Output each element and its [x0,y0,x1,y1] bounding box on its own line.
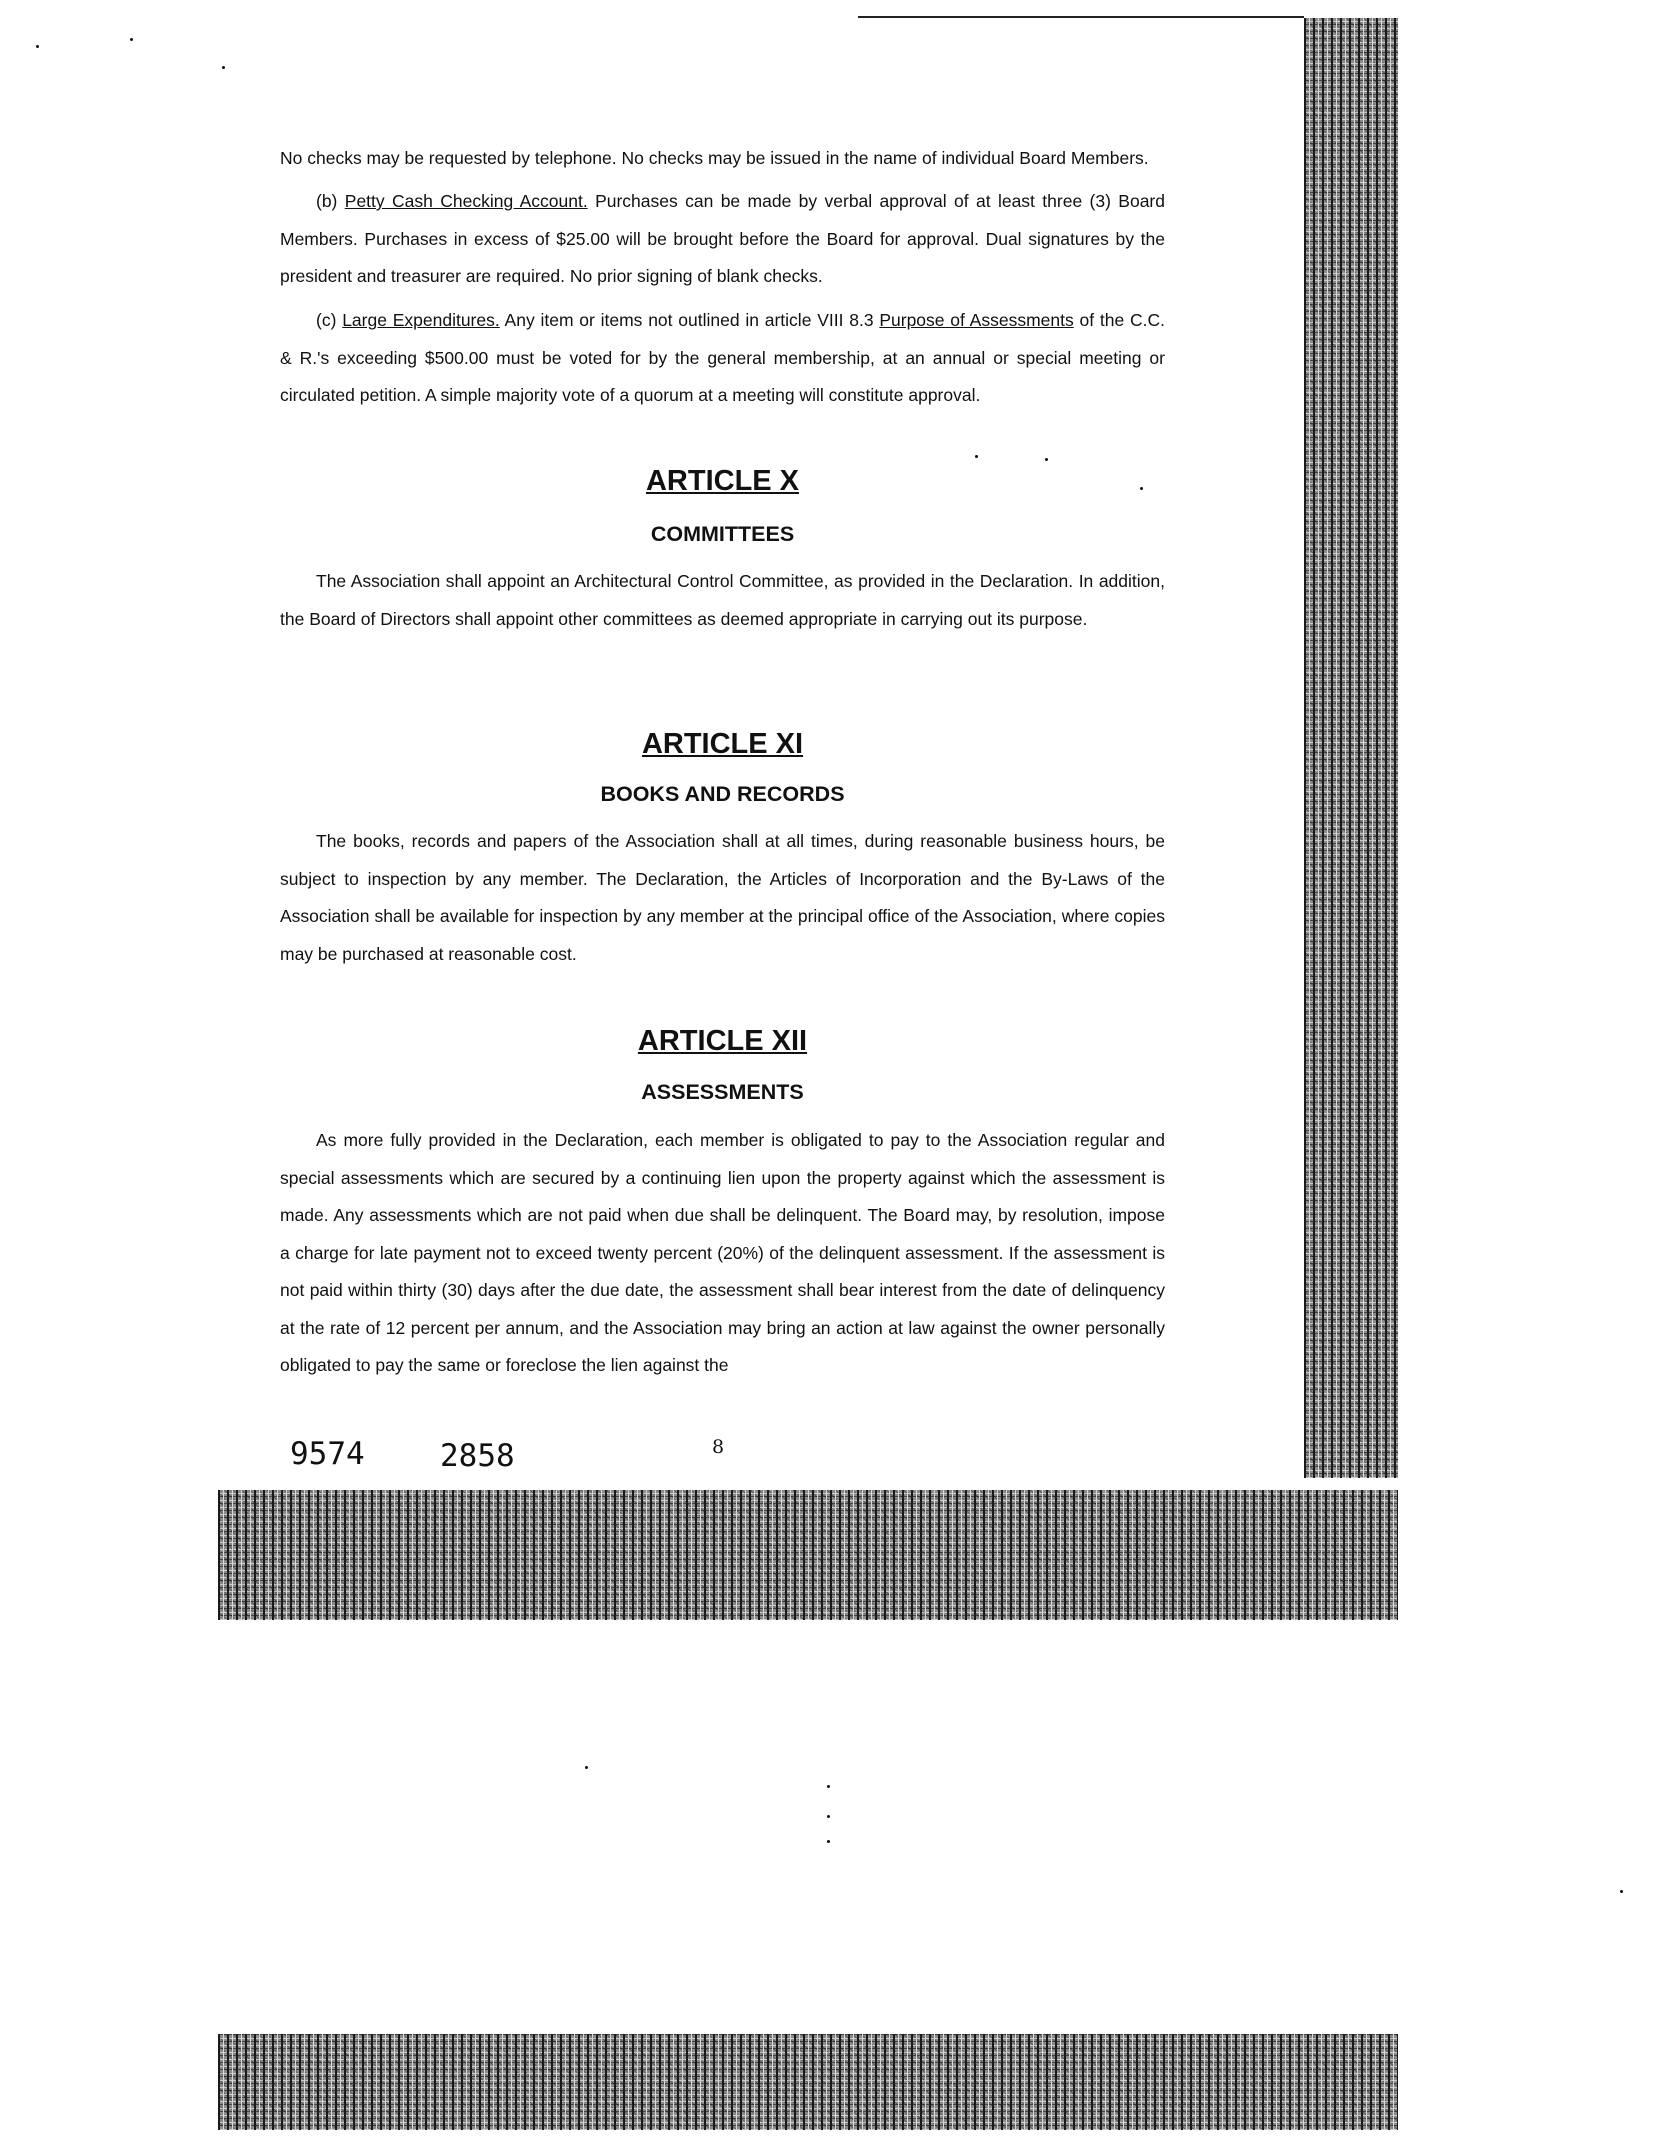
scan-speck [975,455,978,458]
scan-speck [222,66,225,69]
scan-edge-bottom [218,1490,1398,1620]
paragraph-c-heading: Large Expenditures. [342,310,500,330]
paragraph-b-heading: Petty Cash Checking Account. [344,191,588,211]
paragraph-c-label: (c) [316,310,337,330]
article-12-title: ARTICLE XII [637,1025,808,1057]
paragraph-b [280,183,1165,296]
scan-speck [585,1766,588,1769]
paragraph-b-label: (b) [316,191,338,211]
scan-speck [827,1815,830,1818]
scan-speck [827,1840,830,1843]
paragraph-c-text-1: Any item or items not outlined in article VIII 8.3 [504,310,874,330]
paragraph-c-reference: Purpose of Assessments [879,310,1074,330]
article-10-text: The Association shall appoint an Architectural Control Committee, as provided in the Declaration. In addition, the Board of Directors shall appoint other committees as deemed appropriate in carrying out its purpose. [280,571,1165,629]
paragraph-c [280,302,1165,415]
scan-speck [827,1785,830,1788]
scan-speck [36,45,39,48]
article-10-title: ARTICLE X [645,465,800,497]
footer-stamp-number-2: 2858 [440,1438,515,1474]
scan-speck [1620,1890,1623,1893]
paragraph-c-text-2: of the C.C. & R.'s exceeding $500.00 must be voted for by the general membership, at an annual or special meeting or circulated petition. A simple majority vote of a quorum at a meeting will constitute approval. [280,310,1165,405]
top-rule [858,16,1304,18]
footer-stamp-number-1: 9574 [290,1436,365,1472]
article-11-subtitle: BOOKS AND RECORDS [600,782,845,806]
paragraph-b-text: Purchases can be made by verbal approval of at least three (3) Board Members. Purchases in excess of $25.00 will be brought before the Board for approval. Dual signatures by the president and treasurer are required. No prior signing of blank checks. [280,191,1165,286]
article-11-text: The books, records and papers of the Association shall at all times, during reasonable business hours, be subject to inspection by any member. The Declaration, the Articles of Incorporation and the By-Laws of the Association shall be available for inspection by any member at the principal office of the Association, where copies may be purchased at reasonable cost. [280,831,1165,964]
article-10-subtitle: COMMITTEES [650,522,795,546]
scan-edge-footer [218,2034,1398,2130]
scan-edge-right [1304,18,1398,1478]
article-12-text: As more fully provided in the Declaration, each member is obligated to pay to the Association regular and special assessments which are secured by a continuing lien upon the property against which the assessment is made. Any assessments which are not paid when due shall be delinquent. The Board may, by resolution, impose a charge for late payment not to exceed twenty percent (20%) of the delinquent assessment. If the assessment is not paid within thirty (30) days after the due date, the assessment shall bear interest from the date of delinquency at the rate of 12 percent per annum, and the Association may bring an action at law against the owner personally obligated to pay the same or foreclose the lien against the [280,1130,1165,1375]
page-footer [290,1436,890,1476]
scan-speck [1045,458,1048,461]
checks-line: No checks may be requested by telephone. No checks may be issued in the name of individual Board Members. [280,148,1149,168]
scan-speck [1140,487,1143,490]
scan-speck [130,38,133,41]
page-number: 8 [712,1436,725,1458]
article-11-title: ARTICLE XI [641,728,804,760]
article-12-subtitle: ASSESSMENTS [641,1080,804,1104]
